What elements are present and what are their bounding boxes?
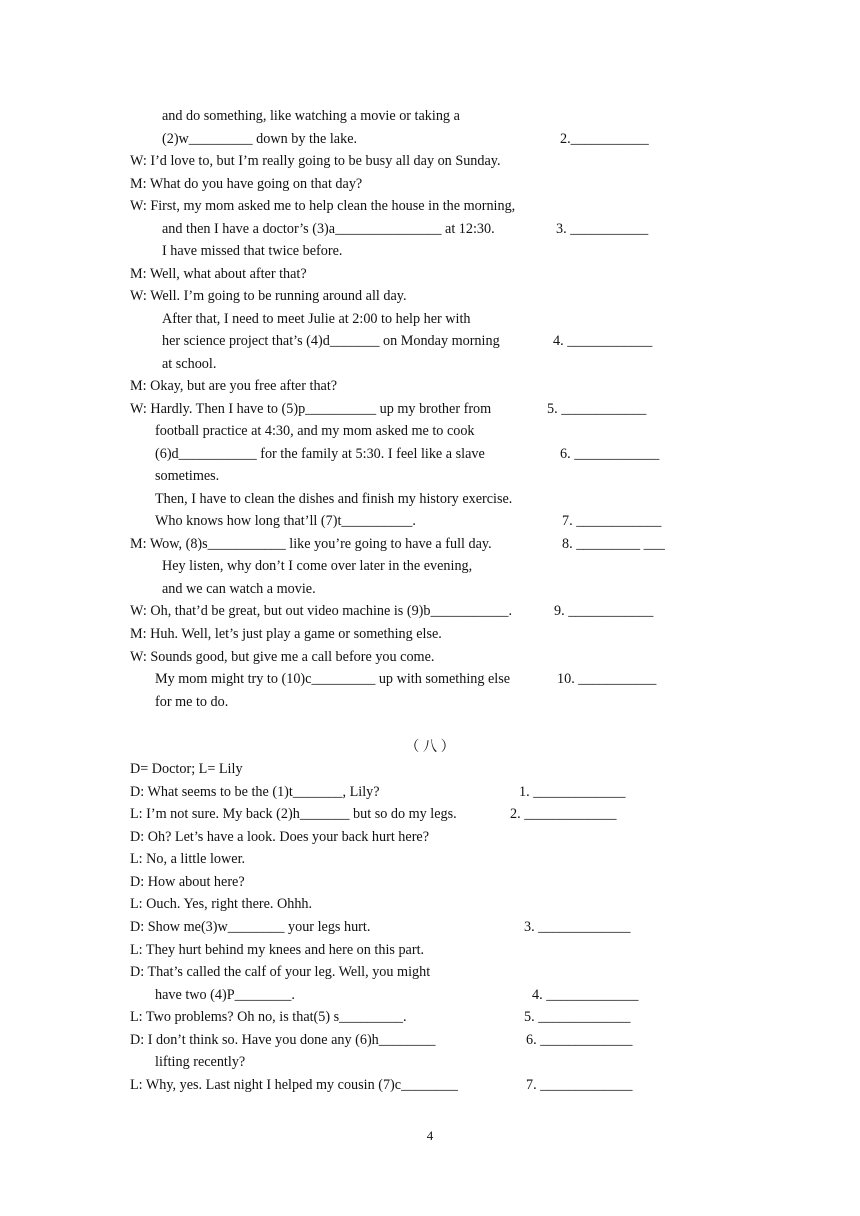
answer-blank: 7. ____________	[562, 513, 662, 529]
dialogue-line: and do something, like watching a movie or taking a	[162, 108, 460, 124]
answer-blank: 2. _____________	[510, 806, 617, 822]
answer-blank: 5. _____________	[524, 1009, 631, 1025]
dialogue-line: L: No, a little lower.	[130, 851, 246, 867]
dialogue-line: M: Huh. Well, let’s just play a game or something else.	[130, 626, 442, 642]
dialogue-line: M: What do you have going on that day?	[130, 176, 363, 192]
dialogue-line: L: Ouch. Yes, right there. Ohhh.	[130, 896, 313, 912]
dialogue-line: have two (4)P________.	[155, 987, 295, 1003]
answer-blank: 5. ____________	[547, 401, 647, 417]
dialogue-line: sometimes.	[155, 468, 220, 484]
dialogue-line: and we can watch a movie.	[162, 581, 316, 597]
answer-blank: 7. _____________	[526, 1077, 633, 1093]
dialogue-line: D: How about here?	[130, 874, 245, 890]
answer-blank: 1. _____________	[519, 784, 626, 800]
dialogue-line: L: I’m not sure. My back (2)h_______ but so do my legs.	[130, 806, 457, 822]
dialogue-line: and then I have a doctor’s (3)a_______________ at 12:30.	[162, 221, 495, 237]
answer-blank: 8. _________ ___	[562, 536, 665, 552]
section-heading: （ 八 ）	[405, 739, 455, 755]
dialogue-line: Then, I have to clean the dishes and finish my history exercise.	[155, 491, 513, 507]
dialogue-line: at school.	[162, 356, 217, 372]
dialogue-line: W: Hardly. Then I have to (5)p__________ up my brother from	[130, 401, 492, 417]
answer-blank: 10. ___________	[557, 671, 657, 687]
dialogue-line: M: Wow, (8)s___________ like you’re going to have a full day.	[130, 536, 492, 552]
dialogue-line: L: Two problems? Oh no, is that(5) s_________.	[130, 1009, 407, 1025]
dialogue-line: L: Why, yes. Last night I helped my cousin (7)c________	[130, 1077, 458, 1093]
dialogue-line: Who knows how long that’ll (7)t__________.	[155, 513, 416, 529]
answer-blank: 2.___________	[560, 131, 649, 147]
dialogue-line: her science project that’s (4)d_______ on Monday morning	[162, 333, 500, 349]
dialogue-line: W: Sounds good, but give me a call before you come.	[130, 649, 435, 665]
dialogue-line: (2)w_________ down by the lake.	[162, 131, 358, 147]
dialogue-line: D: What seems to be the (1)t_______, Lily?	[130, 784, 380, 800]
answer-blank: 3. ___________	[556, 221, 649, 237]
dialogue-line: My mom might try to (10)c_________ up with something else	[155, 671, 511, 687]
dialogue-line: W: I’d love to, but I’m really going to be busy all day on Sunday.	[130, 153, 501, 169]
dialogue-line: I have missed that twice before.	[162, 243, 343, 259]
answer-blank: 6. ____________	[560, 446, 660, 462]
dialogue-line: After that, I need to meet Julie at 2:00 to help her with	[162, 311, 471, 327]
dialogue-line: lifting recently?	[155, 1054, 246, 1070]
answer-blank: 6. _____________	[526, 1032, 633, 1048]
answer-blank: 3. _____________	[524, 919, 631, 935]
answer-blank: 4. _____________	[532, 987, 639, 1003]
page-number: 4	[426, 1128, 434, 1143]
dialogue-line: W: Oh, that’d be great, but out video machine is (9)b___________.	[130, 603, 513, 619]
dialogue-line: (6)d___________ for the family at 5:30. I feel like a slave	[155, 446, 485, 462]
dialogue-line: D: That’s called the calf of your leg. Well, you might	[130, 964, 431, 980]
dialogue-line: D= Doctor; L= Lily	[130, 761, 243, 777]
dialogue-line: football practice at 4:30, and my mom asked me to cook	[155, 423, 475, 439]
dialogue-line: M: Well, what about after that?	[130, 266, 307, 282]
dialogue-line: L: They hurt behind my knees and here on this part.	[130, 942, 425, 958]
dialogue-line: D: I don’t think so. Have you done any (6)h________	[130, 1032, 436, 1048]
dialogue-line: W: Well. I’m going to be running around all day.	[130, 288, 407, 304]
dialogue-line: M: Okay, but are you free after that?	[130, 378, 338, 394]
dialogue-line: Hey listen, why don’t I come over later in the evening,	[162, 558, 473, 574]
answer-blank: 4. ____________	[553, 333, 653, 349]
answer-blank: 9. ____________	[554, 603, 654, 619]
dialogue-line: D: Oh? Let’s have a look. Does your back hurt here?	[130, 829, 430, 845]
dialogue-line: for me to do.	[155, 694, 229, 710]
dialogue-line: W: First, my mom asked me to help clean the house in the morning,	[130, 198, 516, 214]
dialogue-line: D: Show me(3)w________ your legs hurt.	[130, 919, 371, 935]
